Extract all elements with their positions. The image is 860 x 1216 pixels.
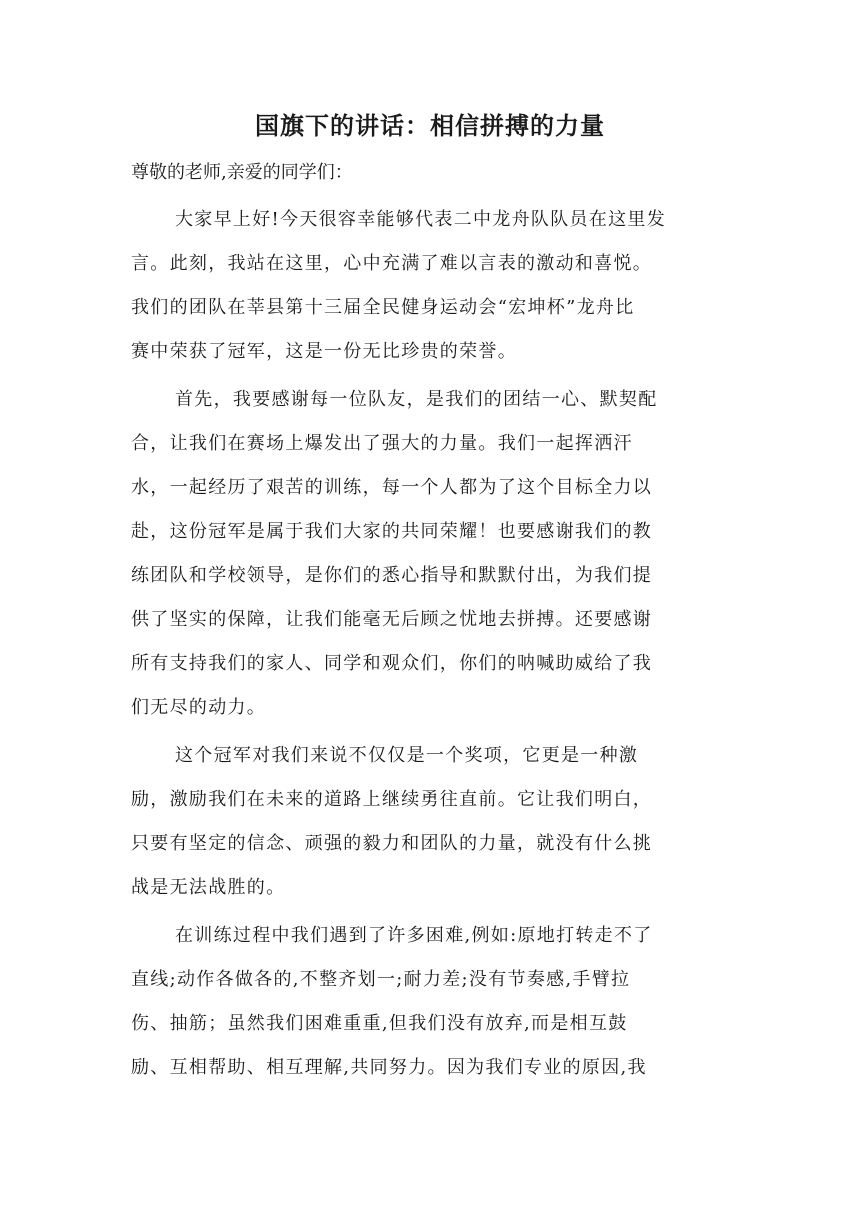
paragraph bbox=[131, 378, 731, 730]
paragraph-line: 们无尽的动力。 bbox=[131, 697, 267, 718]
paragraph-line: 只要有坚定的信念、顽强的毅力和团队的力量，就没有什么挑 bbox=[131, 833, 653, 854]
paragraph-line: 伤、抽筋；虽然我们困难重重,但我们没有放弃,而是相互鼓 bbox=[131, 1013, 628, 1034]
paragraph-line: 首先，我要感谢每一位队友，是我们的团结一心、默契配 bbox=[175, 389, 658, 410]
paragraph-line: 我们的团队在莘县第十三届全民健身运动会“宏坤杯”龙舟比 bbox=[131, 297, 635, 318]
paragraph-line: 直线;动作各做各的,不整齐划一;耐力差;没有节奏感,手臂拉 bbox=[131, 969, 631, 990]
paragraph-line: 励，激励我们在未来的道路上继续勇往直前。它让我们明白， bbox=[131, 789, 653, 810]
paragraph bbox=[131, 198, 731, 374]
paragraph-line: 言。此刻，我站在这里，心中充满了难以言表的激动和喜悦。 bbox=[131, 253, 653, 274]
paragraph-line: 励、互相帮助、相互理解,共同努力。因为我们专业的原因,我 bbox=[131, 1057, 647, 1078]
paragraph-line: 所有支持我们的家人、同学和观众们，你们的呐喊助威给了我 bbox=[131, 653, 653, 674]
paragraph-line: 赴，这份冠军是属于我们大家的共同荣耀！也要感谢我们的教 bbox=[131, 521, 653, 542]
paragraph-line: 合，让我们在赛场上爆发出了强大的力量。我们一起挥洒汗 bbox=[131, 433, 633, 454]
speech-body bbox=[131, 198, 731, 1094]
paragraph bbox=[131, 734, 731, 910]
paragraph-line: 在训练过程中我们遇到了许多困难,例如:原地打转走不了 bbox=[175, 925, 653, 946]
paragraph-line: 这个冠军对我们来说不仅仅是一个奖项，它更是一种激 bbox=[175, 745, 639, 766]
paragraph-line: 水，一起经历了艰苦的训练，每一个人都为了这个目标全力以 bbox=[131, 477, 653, 498]
paragraph-line: 赛中荣获了冠军，这是一份无比珍贵的荣誉。 bbox=[131, 341, 517, 362]
paragraph-line: 供了坚实的保障，让我们能毫无后顾之忧地去拼搏。还要感谢 bbox=[131, 609, 653, 630]
paragraph-line: 练团队和学校领导，是你们的悉心指导和默默付出，为我们提 bbox=[131, 565, 653, 586]
paragraph-line: 战是无法战胜的。 bbox=[131, 877, 286, 898]
page-title: 国旗下的讲话：相信拼搏的力量 bbox=[255, 112, 605, 140]
paragraph bbox=[131, 914, 731, 1090]
paragraph-line: 大家早上好!今天很容幸能够代表二中龙舟队队员在这里发 bbox=[175, 209, 667, 230]
greeting: 尊敬的老师,亲爱的同学们： bbox=[131, 162, 353, 183]
